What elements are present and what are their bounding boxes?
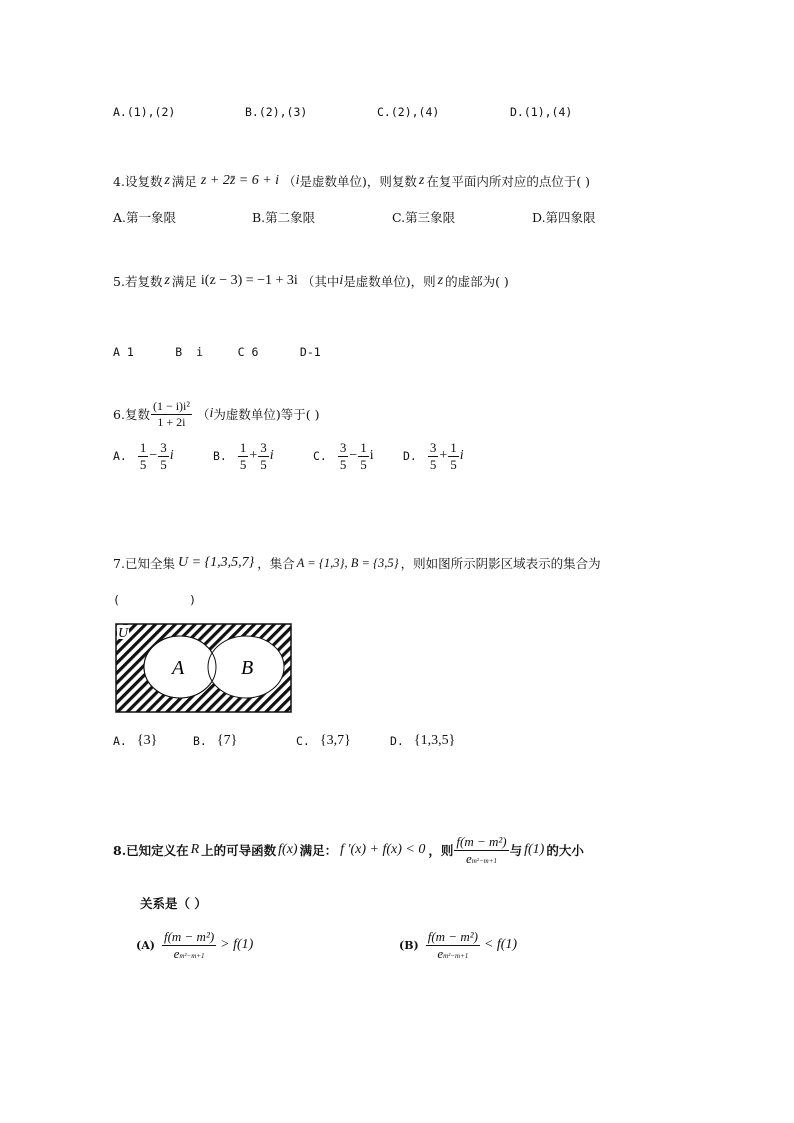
q8-stem-line2: 关系是（ ）	[140, 896, 207, 911]
den-base: e	[173, 945, 180, 961]
q5-text-4: 是虚数单位)，则	[343, 274, 436, 289]
q7-option-c	[296, 733, 351, 749]
den-exp: m²−m+1	[443, 951, 469, 960]
q7-option-a	[113, 733, 157, 749]
q4-var-z-2: z	[418, 173, 425, 188]
unit-i: i	[269, 448, 274, 464]
frac-num: f(m − m²)	[163, 929, 215, 944]
q5-text-5: 的虚部为( )	[445, 274, 509, 289]
q7-option-c-label: C.	[296, 734, 310, 748]
q6-option-a-label: A.	[113, 449, 127, 464]
q6-option-d-frac2	[448, 441, 459, 471]
frac-num: 1	[139, 440, 147, 455]
q5-var-z: z	[164, 273, 170, 288]
q5-text-3: （其中	[301, 274, 340, 289]
frac-den: 5	[429, 456, 437, 472]
q8-option-a-label: (A)	[136, 938, 155, 952]
q8-den-base: e	[466, 850, 472, 866]
q5-text-1: 若复数	[124, 274, 163, 289]
q8-number: 8.	[113, 842, 127, 858]
q8-text-1: 已知定义在	[126, 843, 189, 859]
q4-number: 4.	[113, 173, 125, 189]
q6-paren: （	[196, 407, 210, 423]
q7-option-b-label: B.	[193, 734, 207, 748]
q8-fraction-den	[464, 851, 499, 866]
q6-fraction-denominator: 1 + 2i	[157, 414, 186, 429]
unit-i: i	[369, 448, 374, 464]
q8-text-2: 上的可导函数	[201, 843, 277, 859]
q4-text-3: 是虚数单位)，则复数	[299, 174, 417, 189]
q8-option-b	[399, 930, 517, 960]
q5-equation: i(z − 3) = −1 + 3i	[200, 273, 298, 288]
venn-label-a: A	[172, 657, 185, 679]
q8-option-b-fraction	[426, 930, 480, 960]
q8-var-r: R	[190, 842, 200, 858]
q8-option-b-label: (B)	[399, 938, 419, 952]
unit-i: i	[459, 448, 464, 464]
q7-option-b-value: {7}	[216, 733, 238, 748]
q6-option-d-label: D.	[403, 449, 417, 464]
q7-option-a-value: {3}	[136, 733, 158, 748]
q3-option-b: B.(2),(3)	[245, 105, 308, 119]
q7-text-1: 已知全集	[124, 556, 175, 571]
q6-text-3: 为虚数单位)等于( )	[213, 407, 320, 423]
q4-text-1: 设复数	[124, 174, 163, 189]
q6-option-d	[403, 441, 464, 471]
q7-option-d-label: D.	[390, 734, 404, 748]
q8-text-4: ，则	[428, 843, 454, 859]
q6-option-c	[313, 441, 374, 471]
frac-den	[435, 946, 470, 961]
q4-stem	[113, 172, 590, 190]
q7-option-a-label: A.	[113, 734, 127, 748]
q6-option-c-label: C.	[313, 449, 327, 464]
q4-var-z: z	[164, 173, 170, 188]
den-exp: m²−m+1	[179, 951, 205, 960]
q6-option-b-frac1	[238, 441, 249, 471]
q6-option-a	[113, 441, 174, 471]
q8-fx: f(x)	[278, 842, 298, 858]
q7-sets-ab: A = {1,3}, B = {3,5}	[296, 555, 399, 570]
q4-text-4: 在复平面内所对应的点位于( )	[426, 174, 591, 189]
q4-var-i: i	[295, 173, 300, 188]
q8-inequality: f '(x) + f(x) < 0	[340, 842, 426, 858]
q6-fraction	[151, 400, 192, 428]
frac-den	[172, 946, 207, 961]
q6-option-b-label: B.	[213, 449, 227, 464]
operator: −	[149, 448, 158, 464]
q5-options: A 1 B i C 6 D-1	[113, 345, 321, 359]
q4-option-d: D.第四象限	[532, 210, 596, 225]
venn-diagram	[115, 623, 292, 713]
frac-den: 5	[450, 456, 457, 472]
q8-option-b-relation: < f(1)	[483, 937, 518, 953]
venn-label-u: U	[118, 626, 129, 641]
q4-option-c: C.第三象限	[392, 210, 456, 225]
frac-den: 5	[260, 456, 267, 472]
q6-option-d-frac1	[428, 441, 439, 471]
q4-paren: （	[283, 174, 296, 189]
q5-number: 5.	[113, 273, 125, 289]
frac-num: 1	[239, 440, 247, 455]
q5-text-2: 满足	[171, 274, 197, 289]
q8-text-3: 满足：	[299, 843, 338, 859]
frac-den: 5	[360, 456, 367, 472]
q3-option-c: C.(2),(4)	[377, 105, 440, 119]
q5-stem	[113, 272, 509, 290]
q7-option-b	[193, 733, 237, 749]
q6-option-a-frac2	[158, 441, 169, 471]
frac-num: 3	[160, 440, 167, 455]
q3-option-a: A.(1),(2)	[113, 105, 176, 119]
q7-text-2: ，集合	[257, 556, 295, 571]
q6-stem	[113, 400, 320, 428]
q7-number: 7.	[113, 555, 125, 571]
q7-text-3: ，则如图所示阴影区域表示的集合为	[400, 556, 601, 571]
q6-fraction-numerator: (1 − i)i²	[152, 399, 190, 413]
q4-option-a: A.第一象限	[113, 210, 177, 225]
q7-option-c-value: {3,7}	[319, 733, 351, 748]
q6-option-a-frac1	[138, 441, 149, 471]
q7-stem	[113, 554, 601, 572]
q4-option-b: B.第二象限	[252, 210, 316, 225]
q8-text-5: 与	[509, 843, 523, 859]
q8-option-a-fraction	[162, 930, 216, 960]
q6-option-c-frac1	[338, 441, 349, 471]
frac-num: 3	[260, 440, 267, 455]
q6-number: 6.	[113, 406, 125, 422]
frac-num: 3	[429, 440, 437, 455]
operator: +	[439, 448, 448, 464]
frac-num: f(m − m²)	[427, 929, 478, 944]
q4-text-2: 满足	[171, 174, 197, 189]
frac-den: 5	[339, 456, 347, 472]
q8-fraction-num: f(m − m²)	[456, 834, 507, 849]
q7-option-d	[390, 733, 455, 749]
q8-option-a	[136, 930, 253, 960]
q8-text-6: 的大小	[546, 843, 584, 859]
q6-var-i: i	[209, 406, 214, 422]
operator: +	[249, 448, 258, 464]
unit-i: i	[169, 448, 174, 464]
frac-den: 5	[139, 456, 147, 472]
q7-universal-set: U = {1,3,5,7}	[177, 555, 255, 570]
venn-label-b: B	[241, 657, 254, 679]
q8-option-a-relation: > f(1)	[220, 937, 254, 953]
q8-den-exp: m²−m+1	[471, 856, 497, 865]
q4-equation: z + 2z̄ = 6 + i	[200, 173, 280, 188]
q3-option-d: D.(1),(4)	[510, 105, 573, 119]
q5-var-z-2: z	[437, 273, 444, 288]
frac-num: 1	[360, 440, 367, 455]
q8-f1: f(1)	[524, 842, 545, 858]
q7-option-d-value: {1,3,5}	[413, 733, 456, 748]
q8-fraction	[454, 835, 508, 865]
q8-stem	[113, 835, 584, 865]
q6-option-b-frac2	[258, 441, 269, 471]
q6-option-c-frac2	[358, 441, 369, 471]
frac-num: 1	[450, 440, 457, 455]
frac-num: 3	[339, 440, 347, 455]
frac-den: 5	[160, 456, 167, 472]
operator: −	[349, 448, 358, 464]
q6-option-b	[213, 441, 274, 471]
q5-var-i: i	[339, 273, 344, 288]
q7-paren: ( )	[113, 593, 197, 607]
q6-text-1: 复数	[124, 407, 150, 423]
den-base: e	[437, 945, 444, 961]
frac-den: 5	[239, 456, 247, 472]
